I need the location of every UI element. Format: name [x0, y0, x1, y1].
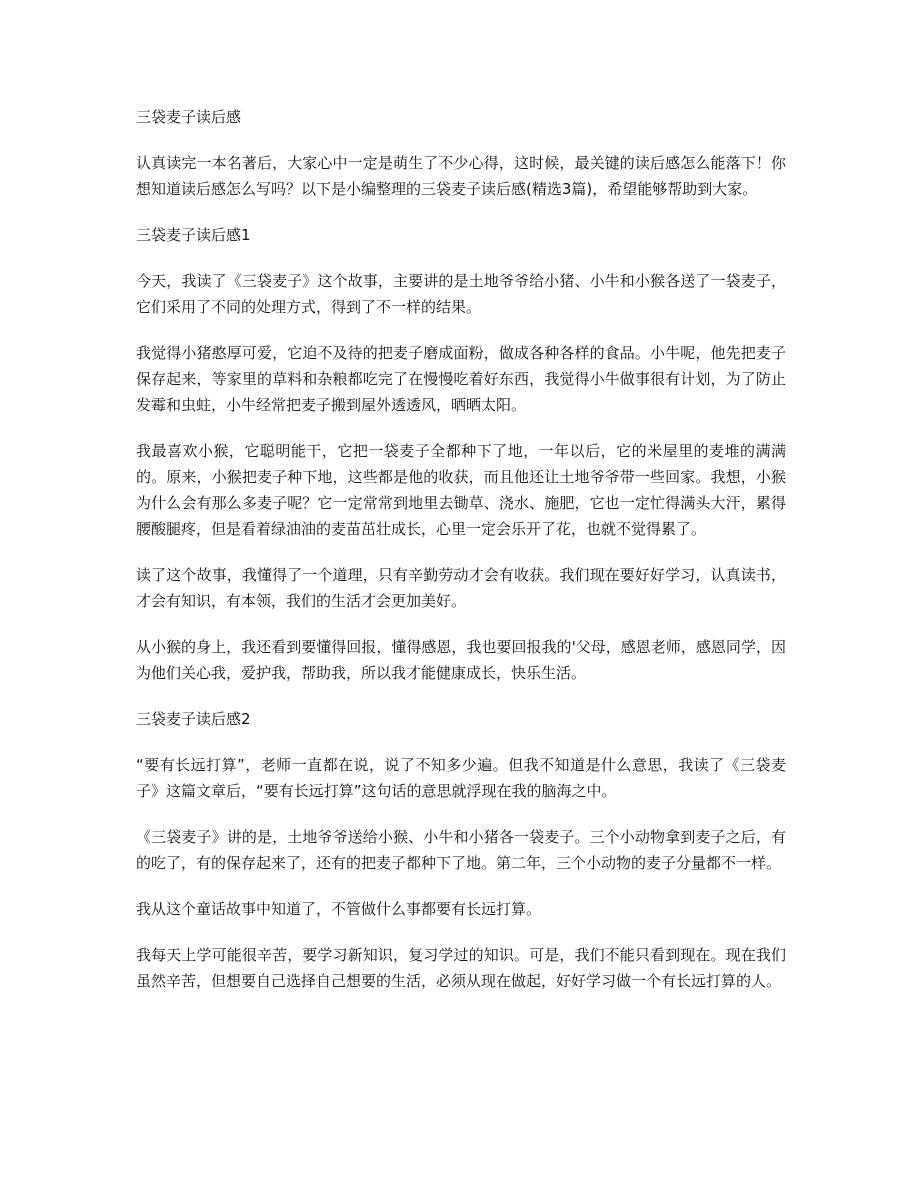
- document-body: [136, 104, 786, 1014]
- essay-paragraph: 今天，我读了《三袋麦子》这个故事，主要讲的是土地爷爷给小猪、小牛和小猴各送了一袋麦子，它们采用了不同的处理方式，得到了不一样的结果。: [136, 272, 786, 316]
- essay-heading: 三袋麦子读后感2: [136, 710, 251, 728]
- essay-paragraph: 我从这个童话故事中知道了，不管做什么事都要有长远打算。: [136, 900, 542, 918]
- document-title: 三袋麦子读后感: [136, 108, 242, 126]
- essay-paragraph: 我最喜欢小猴，它聪明能干，它把一袋麦子全都种下了地，一年以后，它的米屋里的麦堆的满满的。原来，小猴把麦子种下地，这些都是他的收获，而且他还让土地爷爷带一些回家。我想，小猴为什么会有那么多麦子呢？它一定常常到地里去锄草、浇水、施肥，它也一定忙得满头大汗，累得腰酸腿疼，但是看着绿油油的麦苗茁壮成长，心里一定会乐开了花，也就不觉得累了。: [136, 442, 786, 538]
- essay-paragraph: “要有长远打算”，老师一直都在说，说了不知多少遍。但我不知道是什么意思，我读了《三袋麦子》这篇文章后，“要有长远打算”这句话的意思就浮现在我的脑海之中。: [136, 756, 786, 800]
- essay-paragraph: 从小猴的身上，我还看到要懂得回报，懂得感恩，我也要回报我的'父母，感恩老师，感恩同学，因为他们关心我，爱护我，帮助我，所以我才能健康成长，快乐生活。: [136, 638, 786, 682]
- intro-paragraph: 认真读完一本名著后，大家心中一定是萌生了不少心得，这时候，最关键的读后感怎么能落下！你想知道读后感怎么写吗？以下是小编整理的三袋麦子读后感(精选3篇)，希望能够帮助到大家。: [136, 154, 786, 198]
- essay-paragraph: 我每天上学可能很辛苦，要学习新知识，复习学过的知识。可是，我们不能只看到现在。现在我们虽然辛苦，但想要自己选择自己想要的生活，必须从现在做起，好好学习做一个有长远打算的人。: [136, 946, 786, 990]
- essay-paragraph: 我觉得小猪憨厚可爱，它迫不及待的把麦子磨成面粉，做成各种各样的食品。小牛呢，他先把麦子保存起来，等家里的草料和杂粮都吃完了在慢慢吃着好东西，我觉得小牛做事很有计划，为了防止发霉和虫蛀，小牛经常把麦子搬到屋外透透风，晒晒太阳。: [136, 344, 786, 414]
- essay-paragraph: 读了这个故事，我懂得了一个道理，只有辛勤劳动才会有收获。我们现在要好好学习，认真读书，才会有知识，有本领，我们的生活才会更加美好。: [136, 566, 786, 610]
- essay-paragraph: 《三袋麦子》讲的是，土地爷爷送给小猴、小牛和小猪各一袋麦子。三个小动物拿到麦子之后，有的吃了，有的保存起来了，还有的把麦子都种下了地。第二年，三个小动物的麦子分量都不一样。: [136, 828, 786, 872]
- essay-heading: 三袋麦子读后感1: [136, 226, 251, 244]
